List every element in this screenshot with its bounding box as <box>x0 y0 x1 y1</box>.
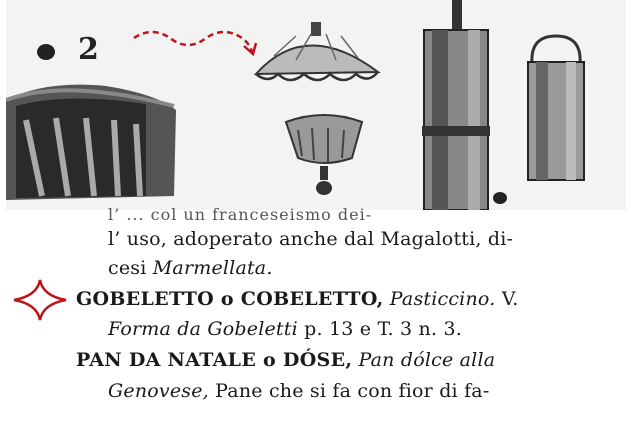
pail-icon <box>528 36 584 180</box>
cut-text-line: l’ ... col un franceseismo dei- <box>108 208 373 222</box>
text-line-4 <box>108 318 462 340</box>
text-line-1-part: l’ uso, adoperato anche dal Magalotti, di- <box>108 228 514 250</box>
kitchen-tools-engraving <box>6 0 626 210</box>
text-line-2 <box>108 257 273 279</box>
text-line-2-part-a: cesi <box>108 257 153 279</box>
fluted-mold-icon <box>6 85 176 200</box>
text-line-6-part-b: Pane che si fa con fior di fa- <box>208 380 490 402</box>
entry-pan-da-natale <box>76 349 495 371</box>
red-squiggle-arrow-icon <box>132 24 262 60</box>
text-line-4-part-b: p. 13 e T. 3 n. 3. <box>297 318 462 340</box>
text-line-4-part-a: Forma da Gobeletti <box>108 318 298 340</box>
entry-pan-gloss: Pan dólce alla <box>358 349 496 371</box>
text-line-2-part-b: Marmellata. <box>152 257 273 279</box>
engraving-illustration <box>6 0 626 210</box>
entry-gobeletto-gloss: Pasticcino. <box>389 288 496 310</box>
text-line-1 <box>108 228 513 250</box>
lid-icon <box>256 22 378 80</box>
entry-pan-headword: PAN DA NATALE o DÓSE, <box>76 349 353 371</box>
cup-icon <box>286 115 362 195</box>
entry-gobeletto-headword: GOBELETTO o COBELETTO, <box>76 288 384 310</box>
cylinder-mold-icon <box>422 0 490 210</box>
entry-gobeletto-ref: V. <box>495 288 519 310</box>
text-line-6-part-a: Genovese, <box>108 380 209 402</box>
text-line-6 <box>108 380 489 402</box>
red-sparkle-marker-icon <box>12 278 68 322</box>
figure-number: 2 <box>78 32 99 67</box>
entry-gobeletto <box>76 288 519 310</box>
